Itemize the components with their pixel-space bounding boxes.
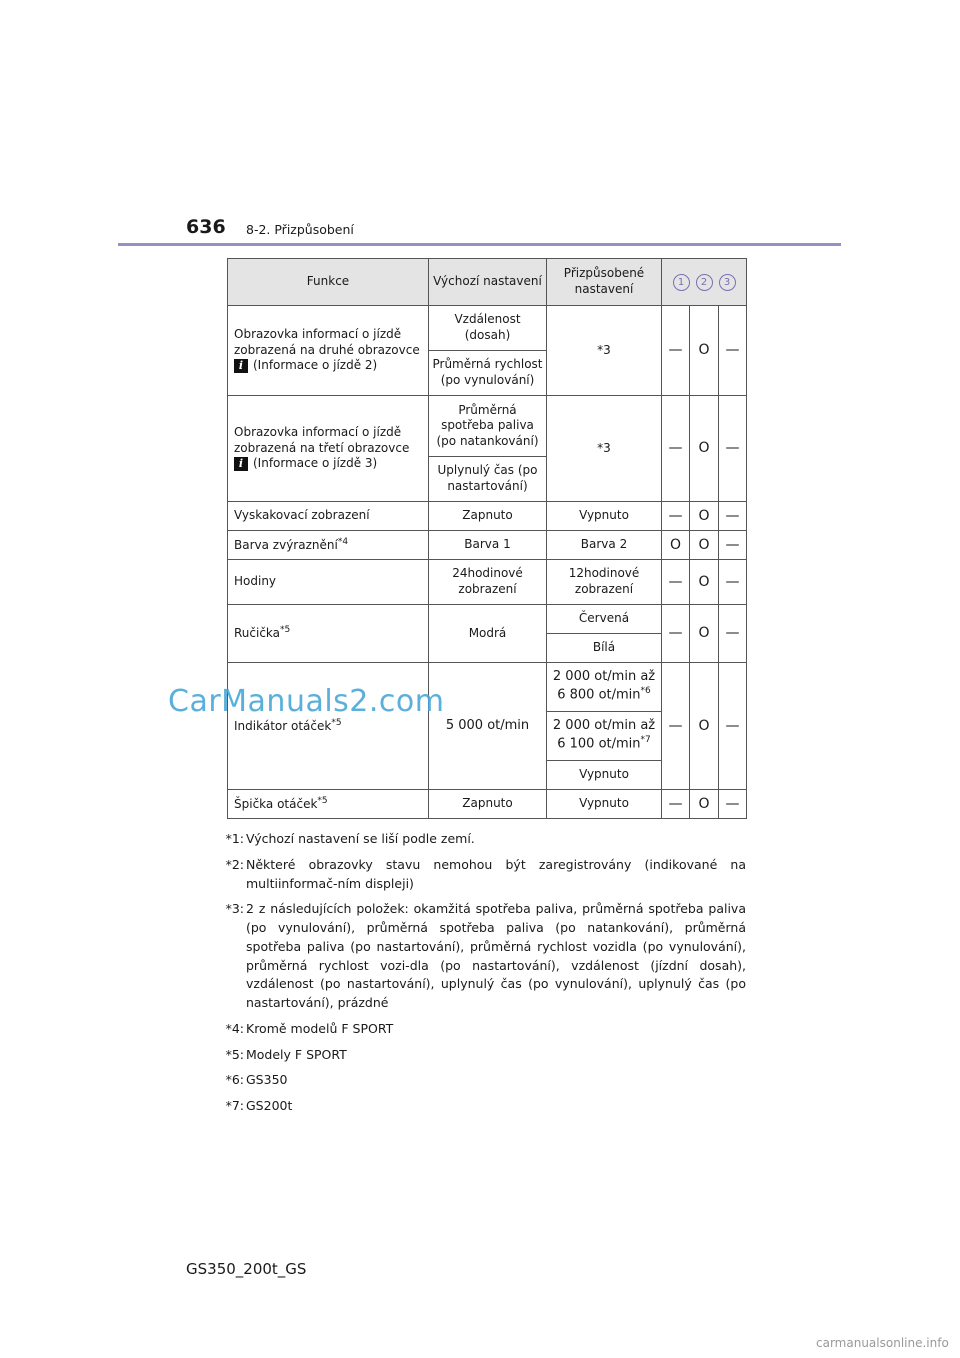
function-label: Barva zvýraznění <box>234 537 338 552</box>
indicator-3: — <box>719 396 747 502</box>
indicator-3: — <box>719 531 747 560</box>
footnote-text: 2 z následujících položek: okamžitá spotřeba paliva, průměrná spotřeba paliva (po vynulování), průměrná spotřeba paliva (po natankování), průměrná spotřeba paliva (po nastartování), průměrná rychlost vozidla (po vynulování), průměrná rychlost vozi-dla (po nastartování), vzdálenost (jízdní dosah), vzdálenost (po nastartování), uplynulý čas (po vynulování), uplynulý čas (po nastartování), prázdné <box>246 901 746 1010</box>
footnote <box>214 900 746 1013</box>
function-cell: Vyskakovací zobrazení <box>228 502 429 531</box>
indicator-2: O <box>690 306 719 396</box>
footnote-ref: *5 <box>317 795 328 806</box>
indicator-3: — <box>719 502 747 531</box>
header-function: Funkce <box>228 259 429 306</box>
info-icon: i <box>234 359 248 373</box>
default-cell: Modrá <box>429 605 547 663</box>
footnote <box>214 1046 746 1065</box>
table-row <box>228 306 747 351</box>
header-rule <box>118 243 841 246</box>
footnote-key: *1: <box>225 831 244 846</box>
indicator-3: — <box>719 663 747 790</box>
table-header-row <box>228 259 747 306</box>
footnote-key: *2: <box>225 856 244 872</box>
function-cell <box>228 663 429 790</box>
header-indicators <box>662 259 747 306</box>
footnote-key: *5: <box>225 1046 244 1062</box>
footnote <box>214 830 746 849</box>
indicator-1: — <box>662 790 690 819</box>
footnote-text: GS350 <box>246 1072 288 1088</box>
indicator-2: O <box>690 663 719 790</box>
custom-cell: Vypnuto <box>547 502 662 531</box>
function-sublabel: (Informace o jízdě 2) <box>253 358 378 373</box>
default-cell: Zapnuto <box>429 790 547 819</box>
custom-cell: *3 <box>547 306 662 396</box>
default-cell: Uplynulý čas (po nastartování) <box>429 457 547 502</box>
table-row <box>228 560 747 605</box>
indicator-3: — <box>719 560 747 605</box>
circled-1-icon: 1 <box>673 274 690 291</box>
page-number: 636 <box>186 216 226 238</box>
default-cell: 24hodinové zobrazení <box>429 560 547 605</box>
custom-cell: Červená <box>547 605 662 634</box>
indicator-1: — <box>662 605 690 663</box>
rpm-range-label: 2 000 ot/min až 6 800 ot/min <box>552 669 656 703</box>
indicator-2: O <box>690 560 719 605</box>
default-cell: Průměrná rychlost (po vynulování) <box>429 351 547 396</box>
default-cell: Barva 1 <box>429 531 547 560</box>
header-custom: Přizpůsobené nastavení <box>547 259 662 306</box>
footnote-text: GS200t <box>246 1098 293 1113</box>
info-icon: i <box>234 457 248 471</box>
function-label: Špička otáček <box>234 796 318 811</box>
indicator-3: — <box>719 605 747 663</box>
custom-cell: *3 <box>547 396 662 502</box>
footnote-text: Některé obrazovky stavu nemohou být zaregistrovány (indikované na multiinformač-ním displeji) <box>246 856 746 891</box>
function-label: Obrazovka informací o jízdě zobrazená na druhé obrazovce <box>234 327 420 357</box>
indicator-1: — <box>662 663 690 790</box>
watermark: CarManuals2.com <box>168 684 445 719</box>
function-cell <box>228 605 429 663</box>
indicator-1: — <box>662 306 690 396</box>
indicator-2: O <box>690 396 719 502</box>
settings-table <box>227 258 747 819</box>
site-watermark: carmanualsonline.info <box>816 1336 949 1350</box>
indicator-1: O <box>662 531 690 560</box>
footnote-ref: *5 <box>280 625 291 636</box>
footnote <box>214 856 746 894</box>
table-row <box>228 531 747 560</box>
function-label: Ručička <box>234 626 281 641</box>
footnote-key: *7: <box>225 1098 244 1113</box>
function-cell <box>228 396 429 502</box>
footnote-key: *6: <box>225 1072 244 1088</box>
table-row <box>228 502 747 531</box>
footer-model: GS350_200t_GS <box>186 1260 307 1278</box>
function-label: Indikátor otáček <box>234 718 332 733</box>
section-title: 8-2. Přizpůsobení <box>246 222 354 237</box>
footnote <box>214 1097 746 1116</box>
custom-cell: Barva 2 <box>547 531 662 560</box>
footnote-key: *4: <box>225 1020 244 1036</box>
indicator-3: — <box>719 790 747 819</box>
footnote-text: Výchozí nastavení se liší podle zemí. <box>246 831 475 846</box>
custom-cell: Vypnuto <box>547 790 662 819</box>
function-cell: Hodiny <box>228 560 429 605</box>
footnote <box>214 1020 746 1039</box>
footnote-key: *3: <box>225 901 244 917</box>
footnote-ref: *4 <box>337 536 349 547</box>
indicator-3: — <box>719 306 747 396</box>
indicator-1: — <box>662 396 690 502</box>
footnote-ref: *7 <box>640 735 651 746</box>
indicator-2: O <box>690 531 719 560</box>
footnote-ref: *6 <box>640 686 651 697</box>
rpm-range-label: 2 000 ot/min až 6 100 ot/min <box>552 718 656 752</box>
indicator-2: O <box>690 502 719 531</box>
default-cell: Zapnuto <box>429 502 547 531</box>
function-cell <box>228 790 429 819</box>
default-cell: Průměrná spotřeba paliva (po natankování) <box>429 396 547 457</box>
custom-cell: 12hodinové zobrazení <box>547 560 662 605</box>
footnote-text: Modely F SPORT <box>246 1046 347 1062</box>
footnote-ref: *5 <box>331 717 342 728</box>
footnotes <box>214 830 746 1123</box>
custom-cell <box>547 663 662 712</box>
indicator-1: — <box>662 560 690 605</box>
footnote-text: Kromě modelů F SPORT <box>246 1020 394 1036</box>
function-label: Obrazovka informací o jízdě zobrazená na třetí obrazovce <box>234 425 410 455</box>
circled-2-icon: 2 <box>696 274 713 291</box>
custom-cell <box>547 712 662 761</box>
custom-cell: Vypnuto <box>547 761 662 790</box>
function-cell <box>228 306 429 396</box>
circled-3-icon: 3 <box>719 274 736 291</box>
indicator-2: O <box>690 790 719 819</box>
footnote <box>214 1071 746 1090</box>
function-cell <box>228 531 429 560</box>
table-row <box>228 605 747 634</box>
indicator-2: O <box>690 605 719 663</box>
custom-cell: Bílá <box>547 634 662 663</box>
indicator-1: — <box>662 502 690 531</box>
function-sublabel: (Informace o jízdě 3) <box>253 456 378 471</box>
table-row <box>228 396 747 457</box>
default-cell: 5 000 ot/min <box>429 663 547 790</box>
header-default: Výchozí nastavení <box>429 259 547 306</box>
table-row <box>228 790 747 819</box>
default-cell: Vzdálenost (dosah) <box>429 306 547 351</box>
